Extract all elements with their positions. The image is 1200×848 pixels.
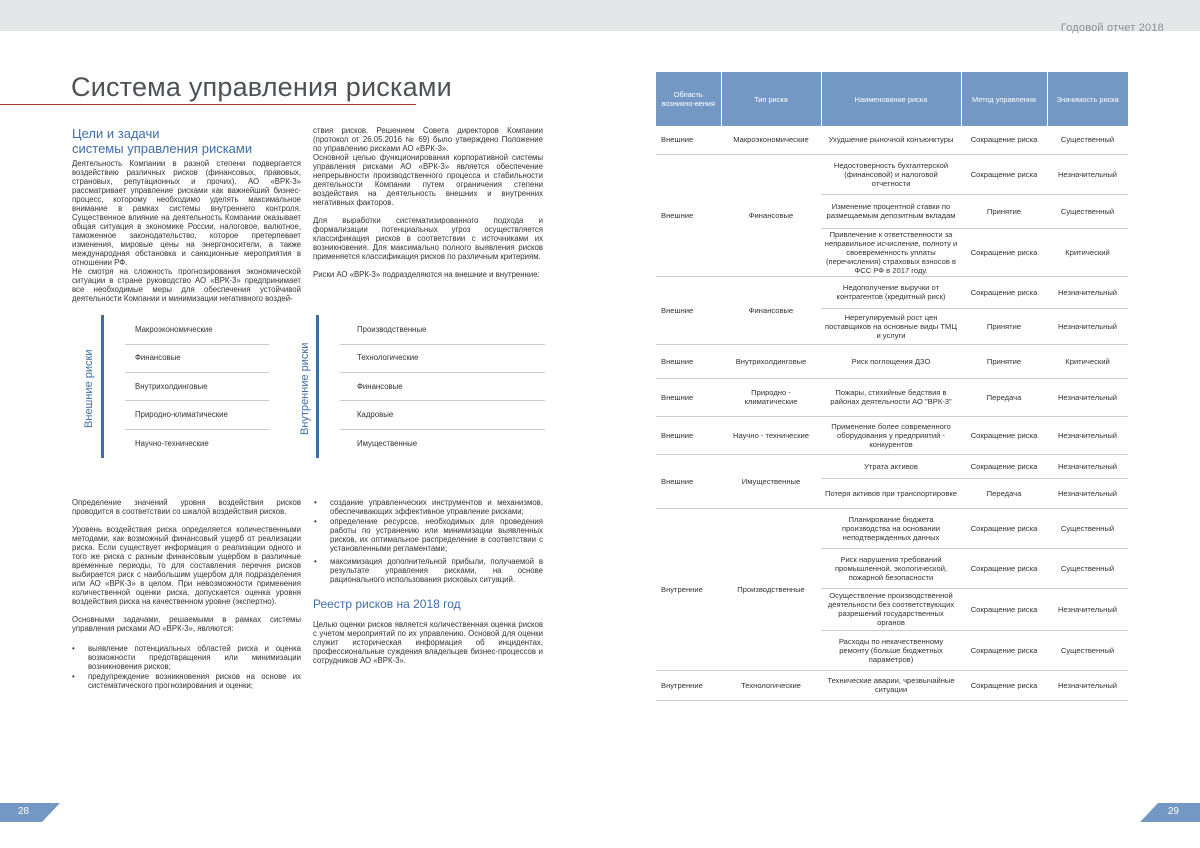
table-cell: Осуществление производственной деятельности без соответствующих разрешений государственных органов [821, 588, 961, 630]
bullet-item [314, 498, 543, 516]
table-cell: Применение более совремeнного оборудования у предприятий - конкурентов [821, 416, 961, 454]
paragraph: Основными задачами, решаемыми в рамках системы управления рисками АО «ВРК-3», являются: [72, 615, 301, 633]
bullet-icon: • [314, 517, 317, 526]
divider [340, 344, 545, 345]
table-cell: Передача [961, 378, 1047, 416]
paragraph: Для выработки систематизированного подхода и формализации потенциальных угроз осуществляется классификация рисков в соответствии с источниками их возникновения. Для максимально полного выявления рисков применяется классификация рисков по различным критериям. [313, 216, 543, 261]
column-header: Значимость риска [1047, 72, 1128, 126]
table-cell: Сокращение риска [961, 126, 1047, 154]
bullet-icon: • [72, 672, 75, 681]
bullet-item [72, 644, 301, 671]
table-cell: Незначительный [1047, 478, 1128, 508]
internal-risks-label: Внутренние риски [299, 342, 311, 435]
table-cell: Сокращение риска [961, 630, 1047, 670]
column-header: Тип риска [721, 72, 821, 126]
table-cell: Сокращение риска [961, 154, 1047, 194]
goals-heading: Цели и задачи системы управления рисками [72, 126, 253, 156]
table-cell: Внешние [656, 154, 721, 276]
table-cell: Имущественные [721, 454, 821, 508]
table-cell: Незначительный [1047, 670, 1128, 700]
table-cell: Изменение процентной ставки по размещаемым депозитным вкладам [821, 194, 961, 228]
bullet-text: максимизация дополнительной прибыли, получаемой в результате управления рисками, на основе рационального использования рисковых ситуаций. [330, 557, 543, 584]
table-cell: Сокращение риска [961, 508, 1047, 548]
list-item: Финансовые [357, 382, 403, 391]
paragraph: Деятельность Компании в разной степени подвергается воздействию различных рисков (финансовых, правовых, страновых, репутационных и прочих). АО «ВРК-3» рассматривает управление рисками как важнейший бизнес-процесс, которому необходимо уделять максимальное внимание в рамках системы внутреннего контроля. Существенное влияние на деятельность Компании оказывает общая ситуация в экономике России, налоговое, валютное, таможенное законодательство, которое претерпевает изменения, мировые цены на энергоносители, а также международная обстановка и санкционные мероприятия в отношении РФ. [72, 159, 301, 267]
table-cell: Существенный [1047, 630, 1128, 670]
table-cell: Незначительный [1047, 416, 1128, 454]
list-item: Внутрихолдинговые [135, 382, 208, 391]
table-cell: Существенный [1047, 194, 1128, 228]
table-cell: Внутренние [656, 508, 721, 670]
bullet-text: создание управленческих инструментов и механизмов, обеспечивающих эффективное управление рисками; [330, 498, 543, 516]
page-number-left: 28 [18, 806, 30, 817]
table-cell: Принятие [961, 344, 1047, 378]
bullet-text: определение ресурсов, необходимых для проведения работы по устранению или минимизации выявленных рисков, их оптимальное распределение в соответствии с установленными регламентами; [330, 517, 543, 553]
divider [125, 344, 269, 345]
table-cell: Привлечение к ответственности за неправильное исчисление, полноту и своевременность уплаты (перечисления) страховых взносов в ФСС РФ в 2017 году. [821, 228, 961, 276]
footer-tab-left [0, 803, 60, 822]
table-cell: Незначительный [1047, 308, 1128, 344]
table-header-row [656, 72, 1128, 126]
divider [340, 400, 545, 401]
table-cell: Принятие [961, 308, 1047, 344]
list-item: Научно-технические [135, 439, 209, 448]
bullet-item [72, 672, 301, 690]
table-cell: Существенный [1047, 126, 1128, 154]
table-cell: Технологические [721, 670, 821, 700]
table-cell: Сокращение риска [961, 228, 1047, 276]
table-cell: Природно - климатические [721, 378, 821, 416]
table-cell: Недополучение выручки от контрагентов (кредитный риск) [821, 276, 961, 308]
table-row [656, 670, 1128, 700]
top-bar [0, 0, 1200, 31]
middle-column-text [313, 126, 543, 279]
report-title: Годовой отчет 2018 [1060, 22, 1164, 34]
table-row [656, 126, 1128, 154]
list-item: Производственные [357, 325, 427, 334]
paragraph: Определение значений уровня воздействия рисков проводится в соответствии со шкалой воздействия рисков. [72, 498, 301, 516]
table-cell: Внешние [656, 454, 721, 508]
table-cell: Существенный [1047, 508, 1128, 548]
table-cell: Недостоверность бухгалтерской (финансовой) и налоговой отчетности [821, 154, 961, 194]
list-item: Кадровые [357, 410, 394, 419]
title-divider [0, 104, 416, 105]
external-risks-bar [101, 315, 104, 458]
bullet-text: предупреждение возникновения рисков на основе их систематического прогнозирования и оценки; [88, 672, 301, 690]
table-cell: Производственные [721, 508, 821, 670]
table-cell: Расходы по некачественному ремонту (больше бюджетных параметров) [821, 630, 961, 670]
table-cell: Утрата активов [821, 454, 961, 478]
divider [125, 429, 269, 430]
page-title: Система управления рисками [71, 72, 452, 102]
table-row [656, 276, 1128, 308]
table-cell: Пожары, стихийные бедствия в районах деятельности АО "ВРК-3" [821, 378, 961, 416]
table-cell: Финансовые [721, 276, 821, 344]
table-cell: Внешние [656, 416, 721, 454]
bullet-icon: • [314, 498, 317, 507]
bullet-icon: • [314, 557, 317, 566]
table-cell: Критический [1047, 228, 1128, 276]
table-cell: Внутренние [656, 670, 721, 700]
table-cell: Научно - технические [721, 416, 821, 454]
bullet-text: выявление потенциальных областей риска и оценка возможности предотвращения или минимизации возникновения рисков; [88, 644, 301, 671]
paragraph: Основной целью функционирования корпоративной системы управления рисками АО «ВРК-3» является обеспечение непрерывности производственного процесса и стабильности деятельности Компании путем ограничения степени воздействия на деятельность внешних и внутренних негативных факторов. [313, 153, 543, 207]
column-header: Область возникно-вения [656, 72, 721, 126]
registry-heading: Реестр рисков на 2018 год [313, 597, 461, 611]
divider [125, 400, 269, 401]
table-cell: Внешние [656, 276, 721, 344]
table-cell: Сокращение риска [961, 588, 1047, 630]
table-cell: Незначительный [1047, 454, 1128, 478]
risk-registry-table [656, 72, 1128, 701]
list-item: Макроэкономические [135, 325, 213, 334]
paragraph: ствия рисков. Решением Совета директоров Компании (протокол от 26.05.2016 № 69) было утверждено Положение по управлению рисками АО «ВРК-3». [313, 126, 543, 153]
table-cell: Внешние [656, 378, 721, 416]
bottom-left-text [72, 498, 301, 633]
table-cell: Внешние [656, 344, 721, 378]
list-item: Технологические [357, 353, 419, 362]
registry-text: Целью оценки рисков является количественная оценка рисков с учетом мероприятий по их управлению. Основой для оценки служит историческая информация об инцидентах, профессиональные суждения владельцев бизнес-процессов и сотрудников АО «ВРК-3». [313, 620, 543, 665]
table-row [656, 344, 1128, 378]
table-cell: Незначительный [1047, 276, 1128, 308]
table-cell: Сокращение риска [961, 276, 1047, 308]
table-cell: Нерегулируемый рост цен поставщиков на основные виды ТМЦ и услуги [821, 308, 961, 344]
table-cell: Существенный [1047, 548, 1128, 588]
table-row [656, 416, 1128, 454]
table-row [656, 154, 1128, 194]
table-cell: Потеря активов при транспортировке [821, 478, 961, 508]
table-cell: Планирование бюджета производства на основании неподтвержденных данных [821, 508, 961, 548]
divider [340, 429, 545, 430]
paragraph: Не смотря на сложность прогнозирования экономической ситуации в стране руководство АО «ВРК-3» предпринимает все необходимые меры для обеспечения устойчивой деятельности Компании и минимизации негативного воздей- [72, 267, 301, 303]
left-column-text [72, 159, 301, 303]
table-cell: Передача [961, 478, 1047, 508]
list-item: Природно-климатические [135, 410, 228, 419]
table-cell: Внутрихолдинговые [721, 344, 821, 378]
table-cell: Незначительный [1047, 154, 1128, 194]
table-cell: Сокращение риска [961, 454, 1047, 478]
table-row [656, 454, 1128, 478]
external-risks-label: Внешние риски [83, 349, 95, 428]
column-header: Метод управления [961, 72, 1047, 126]
table-body [656, 126, 1128, 700]
column-header: Наименование риска [821, 72, 961, 126]
internal-risks-bar [316, 315, 319, 458]
paragraph: Уровень воздействия риска определяется количественными методами, как возможный финансовый ущерб от реализации риска. Если существует информация о реализации одного и того же риска с разным финансовым ущербом в различные временные периоды, то для составления перечня рисков выбирается риск с наибольшим ущербом для подразделения или АО «ВРК-3» в целом. При невозможности применения количественной оценки риска, допускается оценка уровня воздействия риска на качественном уровне (экспертно). [72, 525, 301, 606]
paragraph: Риски АО «ВРК-3» подразделяются на внешние и внутренние: [313, 270, 540, 279]
table-cell: Сокращение риска [961, 670, 1047, 700]
list-item: Финансовые [135, 353, 181, 362]
list-item: Имущественные [357, 439, 418, 448]
table-cell: Принятие [961, 194, 1047, 228]
page-number-right: 29 [1167, 806, 1179, 817]
bullet-icon: • [72, 644, 75, 653]
table-cell: Незначительный [1047, 588, 1128, 630]
table-cell: Риск поглощения ДЗО [821, 344, 961, 378]
divider [340, 372, 545, 373]
table-cell: Ухудшение рыночной конъюнктуры [821, 126, 961, 154]
bullet-item [314, 557, 543, 584]
table-cell: Внешние [656, 126, 721, 154]
table-cell: Риск нарушения требований промышленной, экологической, пожарной безопасности [821, 548, 961, 588]
table-cell: Сокращение риска [961, 416, 1047, 454]
divider [125, 372, 269, 373]
table-cell: Критический [1047, 344, 1128, 378]
bullet-item [314, 517, 543, 553]
table-cell: Технические аварии, чрезвычайные ситуации [821, 670, 961, 700]
table-cell: Макроэкономические [721, 126, 821, 154]
table-cell: Финансовые [721, 154, 821, 276]
table-cell: Сокращение риска [961, 548, 1047, 588]
table-cell: Незначительный [1047, 378, 1128, 416]
table-row [656, 508, 1128, 548]
table-row [656, 378, 1128, 416]
